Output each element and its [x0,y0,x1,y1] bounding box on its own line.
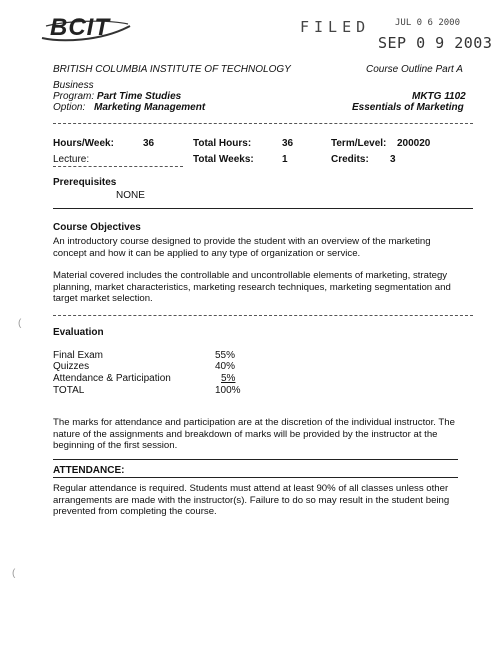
credits-label: Credits: [331,154,369,165]
term-level-value: 200020 [397,138,431,149]
prerequisites-value: NONE [116,190,145,201]
evaluation-note: The marks for attendance and participation are at the discretion of the individual instructor. The nature of the assignments and breakdown of marks will be provided by the instructor at the beginning of the first session. [53,417,455,451]
filed-stamp-date: JUL 0 6 2000 [395,18,461,28]
objectives-paragraph-2: Material covered includes the controllable and uncontrollable elements of marketing, strategy planning, market characteristics, marketing research techniques, marketing segmentation and target market selection. [53,270,451,304]
program-line [53,91,181,102]
scan-mark: ( [12,568,16,579]
eval-label-final-exam: Final Exam [53,350,104,361]
credits-value: 3 [390,154,396,165]
eval-value-total: 100% [215,385,241,396]
bcit-logo [40,12,135,44]
objectives-title: Course Objectives [53,222,141,233]
eval-label-quizzes: Quizzes [53,361,90,372]
lecture-label: Lecture: [53,154,90,165]
hours-week-value: 36 [143,138,155,149]
total-weeks-label: Total Weeks: [193,154,254,165]
prereq-divider [53,208,473,209]
lecture-underline [53,166,183,167]
total-hours-label: Total Hours: [193,138,252,149]
term-level-label: Term/Level: [331,138,387,149]
evaluation-title: Evaluation [53,327,104,338]
program-value: Part Time Studies [96,91,182,102]
filed-stamp: FILED [300,18,371,36]
received-date-stamp: SEP 0 9 2003 [378,34,493,52]
option-line [53,102,205,113]
header-divider [53,123,473,124]
eval-value-final-exam: 55% [215,350,236,361]
attendance-text: Regular attendance is required. Students must attend at least 90% of all classes unless other arrangements are made with the instructor(s). Failure to do so may result in the student being prevented from completing the course. [53,483,450,517]
objectives-paragraph-1: An introductory course designed to provide the student with an overview of the marketing concept and how it can be applied to any type of organization or service. [53,236,431,259]
prerequisites-label: Prerequisites [53,177,117,188]
option-label: Option: [53,102,86,113]
school-name: Business [53,80,94,91]
total-weeks-value: 1 [282,154,288,165]
attendance-title: ATTENDANCE: [53,465,125,476]
eval-value-attendance: 5% [221,373,236,384]
hours-week-label: Hours/Week: [53,138,114,149]
total-hours-value: 36 [282,138,294,149]
logo-text: BCIT [50,14,110,41]
course-code: MKTG 1102 [412,91,466,102]
course-title: Essentials of Marketing [352,102,464,113]
scan-mark: ( [18,318,22,329]
eval-label-total: TOTAL [53,385,85,396]
eval-label-attendance: Attendance & Participation [53,373,171,384]
evaluation-divider [53,459,458,460]
attendance-divider [53,477,458,478]
institution-name: BRITISH COLUMBIA INSTITUTE OF TECHNOLOGY [53,64,291,75]
objectives-divider [53,315,473,316]
outline-part: Course Outline Part A [366,64,463,75]
eval-value-quizzes: 40% [215,361,236,372]
program-label: Program: [53,91,95,102]
option-value: Marketing Management [94,102,206,113]
